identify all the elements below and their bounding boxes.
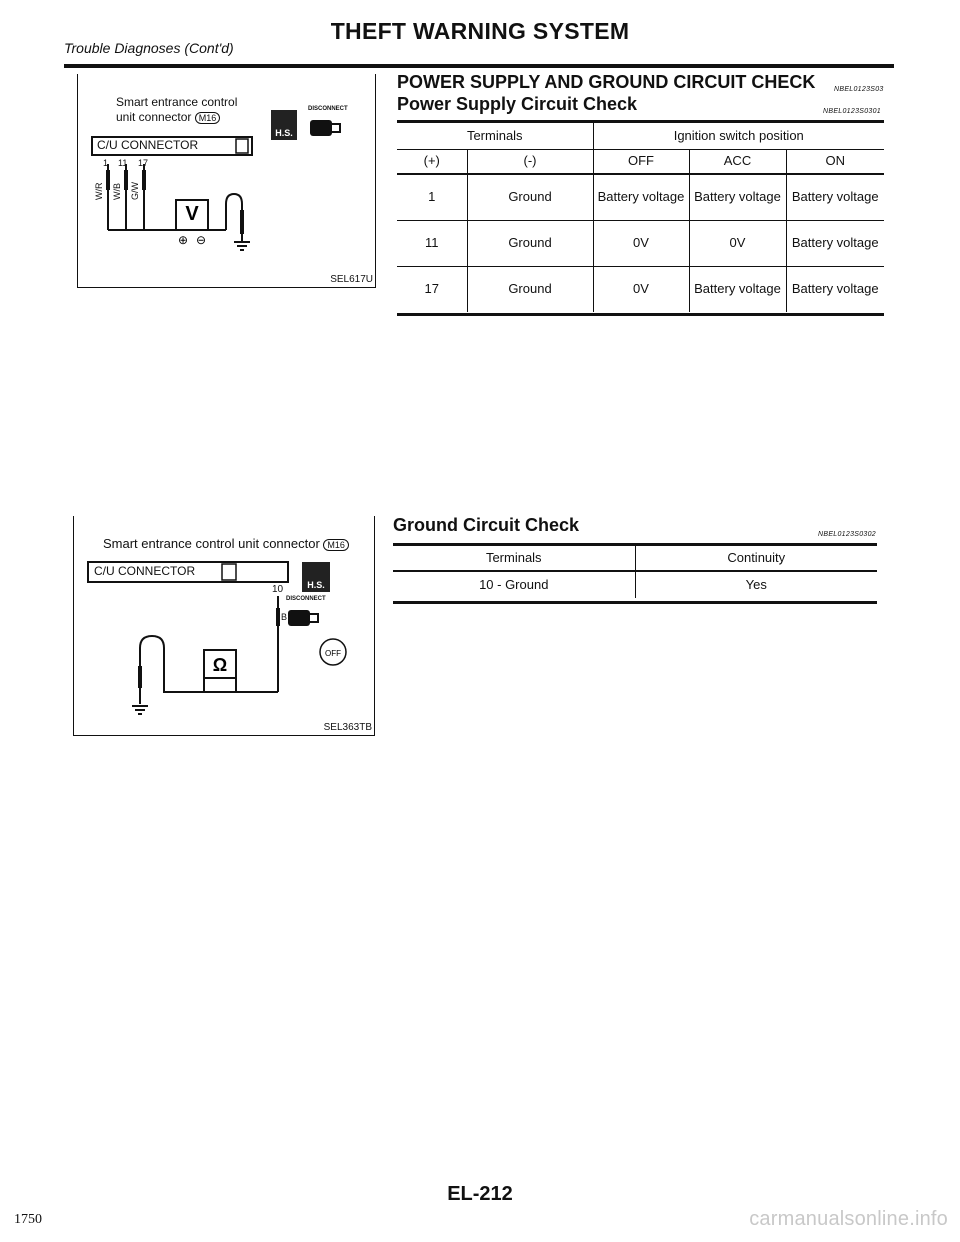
- svg-text:H.S.: H.S.: [275, 128, 293, 138]
- page-subtitle: Trouble Diagnoses (Cont'd): [64, 40, 234, 56]
- figure-ref: SEL617U: [330, 274, 373, 285]
- section-title-power-ground: POWER SUPPLY AND GROUND CIRCUIT CHECK: [397, 72, 816, 92]
- th-terminals: Terminals: [485, 550, 542, 565]
- cell: Battery voltage: [786, 220, 884, 266]
- figure-ground-check: [73, 516, 375, 736]
- cell: 11: [425, 235, 439, 250]
- cu-connector-label: C/U CONNECTOR: [94, 564, 196, 578]
- header-rule: [64, 64, 894, 68]
- cell: 17: [424, 281, 439, 297]
- th-continuity: Continuity: [635, 546, 877, 571]
- connector-code-badge: M16: [323, 539, 349, 551]
- cell: Battery voltage: [786, 174, 884, 220]
- pin-17: 17: [138, 158, 149, 168]
- section-code: NBEL0123S0302: [818, 531, 876, 538]
- connector-label: Smart entrance control unit connector M16: [103, 536, 349, 551]
- svg-text:H.S.: H.S.: [307, 580, 325, 590]
- voltmeter-symbol: V: [185, 203, 199, 225]
- cell: Battery voltage: [689, 174, 786, 220]
- th-terminals: Terminals: [466, 127, 523, 143]
- table-bottom-rule: [393, 601, 877, 604]
- cell: 10 - Ground: [479, 577, 549, 592]
- cell: Ground: [467, 174, 593, 220]
- table-bottom-rule: [397, 313, 884, 316]
- th-ignition: Ignition switch position: [593, 123, 884, 149]
- table-row: [397, 266, 884, 312]
- wire-color-b: B: [281, 612, 288, 622]
- subsection-title-power-supply: Power Supply Circuit Check: [397, 94, 638, 114]
- table-row: [397, 174, 884, 220]
- pin-11: 11: [118, 158, 128, 168]
- section-code: NBEL0123S03: [834, 86, 884, 93]
- svg-text:OFF: OFF: [325, 649, 341, 658]
- th-on: ON: [786, 149, 884, 174]
- cell: 0V: [593, 220, 689, 266]
- svg-text:⊖: ⊖: [195, 233, 207, 247]
- power-supply-table: [397, 123, 884, 312]
- pin-10: 10: [272, 584, 284, 595]
- figure-ref: SEL363TB: [323, 722, 372, 733]
- page-code: EL-212: [447, 1183, 513, 1205]
- cell: Ground: [467, 220, 593, 266]
- table-row: [397, 220, 884, 266]
- ohmmeter-symbol: Ω: [212, 655, 228, 675]
- disconnect-label: DISCONNECT: [308, 106, 348, 112]
- cell: 0V: [689, 220, 786, 266]
- wire-color-gw: G/W: [130, 182, 140, 200]
- th-acc: ACC: [689, 149, 786, 174]
- cell: 0V: [593, 266, 689, 312]
- th-plus: (+): [423, 153, 440, 169]
- wire-color-wr: W/R: [94, 182, 104, 200]
- page-number: 1750: [14, 1212, 42, 1227]
- cell: Yes: [635, 571, 877, 598]
- ground-circuit-table: [393, 546, 877, 598]
- table-row: [393, 571, 877, 598]
- watermark: carmanualsonline.info: [749, 1208, 948, 1230]
- cell: Battery voltage: [786, 266, 884, 312]
- disconnect-icon: [310, 120, 340, 136]
- cell: Ground: [467, 266, 593, 312]
- svg-text:⊕: ⊕: [177, 233, 189, 247]
- connector-label-2: unit connector M16: [116, 110, 220, 124]
- cell: 1: [428, 189, 436, 205]
- cu-connector-label: C/U CONNECTOR: [97, 138, 199, 152]
- pin-1: 1: [103, 158, 109, 168]
- disconnect-icon: [288, 610, 318, 626]
- connector-label: Smart entrance control: [116, 95, 238, 109]
- ignition-off-icon: [320, 639, 346, 665]
- hs-icon: [302, 562, 330, 592]
- subsection-code: NBEL0123S0301: [823, 108, 881, 115]
- connector-code-badge: M16: [195, 112, 221, 124]
- cell: Battery voltage: [689, 266, 786, 312]
- th-off: OFF: [593, 149, 689, 174]
- wire-color-wb: W/B: [112, 183, 122, 200]
- th-minus: (-): [467, 149, 593, 174]
- cell: Battery voltage: [593, 174, 689, 220]
- hs-icon: [271, 110, 297, 140]
- page-title: THEFT WARNING SYSTEM: [330, 18, 630, 44]
- disconnect-label: DISCONNECT: [286, 596, 326, 602]
- figure-power-supply: [77, 74, 376, 288]
- section-title-ground-circuit: Ground Circuit Check: [393, 515, 580, 535]
